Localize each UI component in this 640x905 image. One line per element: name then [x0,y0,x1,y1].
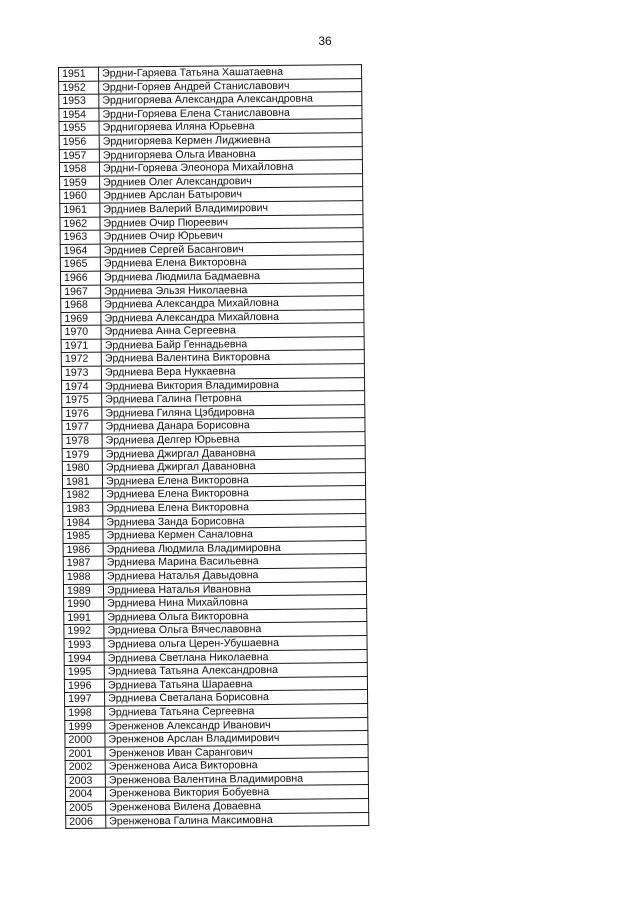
full-name-cell: Эрдниева Вера Нуккаевна [101,364,364,380]
full-name-cell: Эрдниева Людмила Владимировна [103,540,366,556]
row-number-cell: 1969 [61,312,101,326]
full-name-cell: Эрдниев Арслан Батырович [100,187,363,203]
row-number-cell: 1989 [63,584,103,598]
full-name-cell: Эренженов Арслан Владимирович [105,731,368,747]
row-number-cell: 1975 [62,393,102,407]
register-table [58,64,369,829]
full-name-cell: Эрдниева Эльзя Николаевна [101,282,364,298]
row-number-cell: 1964 [60,244,100,258]
full-name-cell: Эрдниева Данара Борисовна [102,418,365,434]
row-number-cell: 2001 [65,747,105,761]
row-number-cell: 1991 [64,611,104,625]
full-name-cell: Эрдниева Александра Михайловна [101,296,364,312]
full-name-cell: Эрднигоряева Иляна Юрьевна [99,119,362,135]
full-name-cell: Эрдниева Александра Михайловна [101,309,364,325]
full-name-cell: Эренженова Валентина Владимировна [105,771,368,787]
row-number-cell: 1977 [62,421,102,435]
row-number-cell: 1985 [63,529,103,543]
full-name-cell: Эрдниева Занда Борисовна [103,513,366,529]
row-number-cell: 1967 [61,285,101,299]
full-name-cell: Эренженов Александр Иванович [105,717,368,733]
row-number-cell: 1956 [59,135,99,149]
row-number-cell: 1974 [62,380,102,394]
row-number-cell: 2002 [65,760,105,774]
row-number-cell: 1993 [64,638,104,652]
full-name-cell: Эрдниева Байр Геннадьевна [101,336,364,352]
row-number-cell: 1957 [59,149,99,163]
row-number-cell: 1963 [60,230,100,244]
full-name-cell: Эрдниева Анна Сергеевна [101,323,364,339]
row-number-cell: 1982 [63,488,103,502]
full-name-cell: Эрдниева Кермен Саналовна [103,527,366,543]
full-name-cell: Эренженова Виктория Бобуевна [105,785,368,801]
row-number-cell: 1952 [59,81,99,95]
row-number-cell: 1988 [63,570,103,584]
row-number-cell: 1992 [64,624,104,638]
full-name-cell: Эрдниева Гиляна Цэбдировна [102,404,365,420]
row-number-cell: 2000 [65,733,105,747]
full-name-cell: Эрдниева ольга Церен-Убушаевна [104,635,367,651]
full-name-cell: Эренженова Аиса Викторовна [105,758,368,774]
full-name-cell: Эрдниев Очир Юрьевич [100,228,363,244]
full-name-cell: Эрдниева Марина Васильевна [103,554,366,570]
full-name-cell: Эрдниев Очир Пюреевич [100,214,363,230]
full-name-cell: Эрдниева Елена Викторовна [103,500,366,516]
full-name-cell: Эрдниева Нина Михайловна [104,595,367,611]
full-name-cell: Эрднигоряева Ольга Ивановна [99,146,362,162]
full-name-cell: Эрдниева Делгер Юрьевна [102,432,365,448]
full-name-cell: Эрдниева Джиргал Давановна [102,459,365,475]
row-number-cell: 1955 [59,121,99,135]
row-number-cell: 1980 [62,461,102,475]
row-number-cell: 1961 [60,203,100,217]
row-number-cell: 1999 [65,720,105,734]
row-number-cell: 1986 [63,543,103,557]
row-number-cell: 1995 [64,665,104,679]
row-number-cell: 1962 [60,217,100,231]
full-name-cell: Эрдниев Сергей Басангович [100,241,363,257]
full-name-cell: Эрдниев Олег Александрович [100,173,363,189]
row-number-cell: 1983 [63,502,103,516]
full-name-cell: Эрдниев Валерий Владимирович [100,201,363,217]
row-number-cell: 1996 [64,679,104,693]
row-number-cell: 2004 [65,788,105,802]
row-number-cell: 1971 [61,339,101,353]
row-number-cell: 1976 [62,407,102,421]
full-name-cell: Эрдниева Елена Викторовна [102,472,365,488]
row-number-cell: 1972 [61,353,101,367]
full-name-cell: Эрдни-Горяев Андрей Станиславович [99,78,362,94]
full-name-cell: Эрдниева Елена Викторовна [103,486,366,502]
row-number-cell: 1965 [60,257,100,271]
full-name-cell: Эрдниева Татьяна Александровна [104,663,367,679]
row-number-cell: 1998 [65,706,105,720]
table-row [66,812,369,829]
full-name-cell: Эрднигоряева Александра Александровна [99,92,362,108]
full-name-cell: Эрднигоряева Кермен Лиджиевна [99,133,362,149]
full-name-cell: Эрдниева Светлана Николаевна [104,649,367,665]
row-number-cell: 1959 [60,176,100,190]
row-number-cell: 1960 [60,189,100,203]
page-number: 36 [318,34,332,48]
full-name-cell: Эрдни-Горяева Елена Станиславовна [99,105,362,121]
full-name-cell: Эрдниева Валентина Викторовна [101,350,364,366]
full-name-cell: Эрдниева Светалана Борисовна [105,690,368,706]
row-number-cell: 2006 [66,815,106,829]
full-name-cell: Эрдниева Джиргал Давановна [102,445,365,461]
full-name-cell: Эрдни-Горяева Элеонора Михайловна [99,160,362,176]
row-number-cell: 1981 [62,475,102,489]
row-number-cell: 1966 [60,271,100,285]
full-name-cell: Эренженова Вилена Доваевна [106,799,369,815]
row-number-cell: 1978 [62,434,102,448]
full-name-cell: Эренженова Галина Максимовна [106,812,369,828]
full-name-cell: Эрдниева Наталья Ивановна [103,581,366,597]
full-name-cell: Эрдниева Елена Викторовна [100,255,363,271]
register-sheet [58,64,367,829]
full-name-cell: Эрдни-Гаряева Татьяна Хашатаевна [99,65,362,81]
register-table-body [59,65,369,829]
row-number-cell: 2003 [65,774,105,788]
full-name-cell: Эрдниева Татьяна Шараевна [104,676,367,692]
full-name-cell: Эрдниева Наталья Давыдовна [103,568,366,584]
row-number-cell: 1997 [65,692,105,706]
full-name-cell: Эрдниева Галина Петровна [102,391,365,407]
row-number-cell: 1990 [64,597,104,611]
row-number-cell: 1994 [64,652,104,666]
row-number-cell: 1970 [61,325,101,339]
row-number-cell: 1951 [59,67,99,81]
row-number-cell: 1958 [59,162,99,176]
row-number-cell: 1954 [59,108,99,122]
full-name-cell: Эрдниева Ольга Викторовна [104,608,367,624]
row-number-cell: 1984 [63,516,103,530]
full-name-cell: Эрдниева Ольга Вячеславовна [104,622,367,638]
row-number-cell: 1968 [61,298,101,312]
row-number-cell: 1987 [63,556,103,570]
row-number-cell: 1953 [59,94,99,108]
full-name-cell: Эренженов Иван Сарангович [105,744,368,760]
full-name-cell: Эрдниева Татьяна Сергеевна [105,703,368,719]
full-name-cell: Эрдниева Виктория Владимировна [102,377,365,393]
full-name-cell: Эрдниева Людмила Бадмаевна [100,268,363,284]
row-number-cell: 2005 [66,801,106,815]
row-number-cell: 1973 [61,366,101,380]
row-number-cell: 1979 [62,448,102,462]
